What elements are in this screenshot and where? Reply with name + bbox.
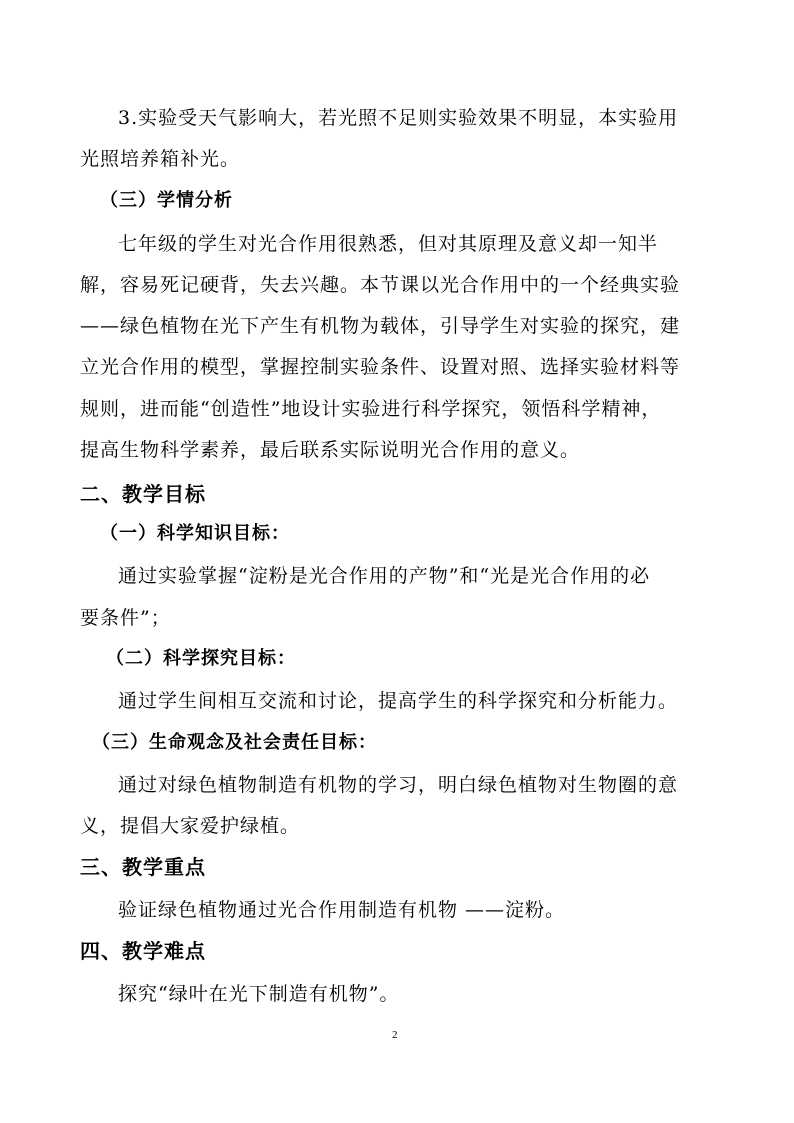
paragraph-line: 立光合作用的模型，掌握控制实验条件、设置对照、选择实验材料等 xyxy=(80,356,681,378)
section-subheading: （一）科学知识目标： xyxy=(100,523,290,544)
section-heading: 二、教学目标 xyxy=(80,482,206,506)
paragraph-line: 要条件”； xyxy=(80,607,171,629)
paragraph-line: 通过对绿色植物制造有机物的学习，明白绿色植物对生物圈的意 xyxy=(118,774,679,796)
section-heading: 三、教学重点 xyxy=(80,855,206,879)
paragraph-line: 验证绿色植物通过光合作用制造有机物 ——淀粉。 xyxy=(118,899,566,921)
paragraph-line: 提高生物科学素养，最后联系实际说明光合作用的意义。 xyxy=(80,439,581,461)
paragraph-line: 通过学生间相互交流和讨论，提高学生的科学探究和分析能力。 xyxy=(118,690,679,712)
section-heading: 四、教学难点 xyxy=(80,939,206,963)
section-subheading: （三）学情分析 xyxy=(100,190,233,211)
paragraph-line: 规则，进而能“创造性”地设计实验进行科学探究，领悟科学精神， xyxy=(80,398,662,420)
paragraph-line: 3.实验受天气影响大，若光照不足则实验效果不明显，本实验用 xyxy=(118,107,679,129)
paragraph-line: 探究“绿叶在光下制造有机物”。 xyxy=(118,983,400,1005)
page-number: 2 xyxy=(392,1029,398,1041)
section-subheading: （三）生命观念及社会责任目标： xyxy=(92,732,377,753)
section-subheading: （二）科学探究目标： xyxy=(106,648,296,669)
paragraph-line: 光照培养箱补光。 xyxy=(80,148,241,170)
paragraph-line: 七年级的学生对光合作用很熟悉，但对其原理及意义却一知半 xyxy=(118,233,659,255)
paragraph-line: ——绿色植物在光下产生有机物为载体，引导学生对实验的探究，建 xyxy=(80,315,681,337)
paragraph-line: 解，容易死记硬背，失去兴趣。本节课以光合作用中的一个经典实验 xyxy=(80,274,681,296)
paragraph-line: 义，提倡大家爱护绿植。 xyxy=(80,815,301,837)
paragraph-line: 通过实验掌握“淀粉是光合作用的产物”和“光是光合作用的必 xyxy=(118,565,651,587)
